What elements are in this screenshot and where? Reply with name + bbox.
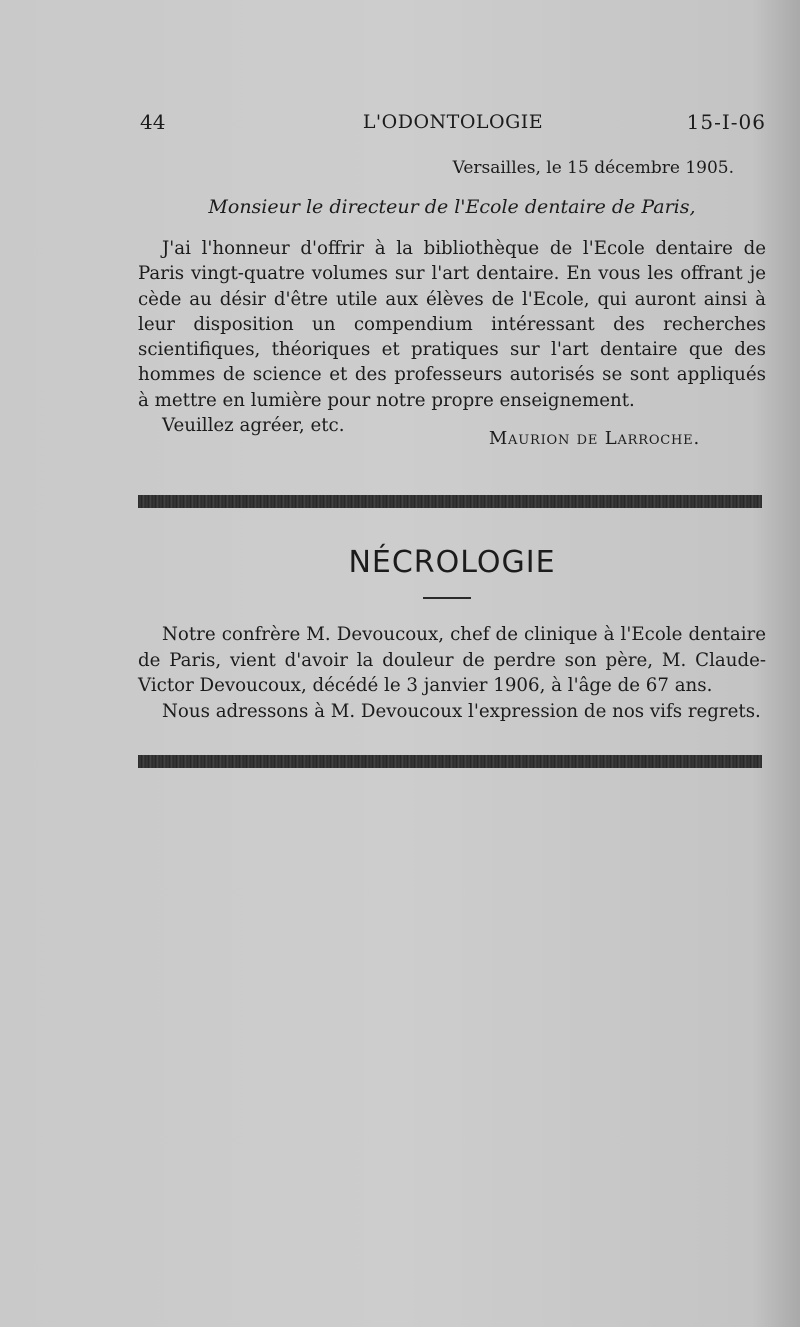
- letter-dateline: Versailles, le 15 décembre 1905.: [452, 158, 734, 178]
- page-number: 44: [140, 110, 166, 134]
- title-underline: [423, 597, 471, 599]
- issue-date: 15-I-06: [686, 110, 766, 134]
- journal-title: L'ODONTOLOGIE: [362, 111, 544, 133]
- necrologie-paragraph-2: Nous adressons à M. Devoucoux l'expression de nos vifs regrets.: [162, 700, 761, 722]
- letter-salutation: Monsieur le directeur de l'Ecole dentaire de Paris,: [208, 196, 696, 218]
- letter-signature: Maurion de Larroche.: [488, 428, 700, 449]
- letter-closing: Veuillez agréer, etc.: [162, 415, 345, 437]
- necrologie-body: [138, 622, 766, 724]
- necrologie-paragraph-1: Notre confrère M. Devoucoux, chef de clinique à l'Ecole dentaire de Paris, vient d'avoir la douleur de perdre son père, M. Claude-Victor Devoucoux, décédé le 3 janvier 1906, à l'âge de 67 ans.: [138, 624, 766, 696]
- section-divider-bottom: [138, 755, 762, 768]
- section-divider-top: [138, 495, 762, 508]
- running-header: [140, 110, 766, 136]
- letter-body: [138, 236, 766, 438]
- letter-paragraph: J'ai l'honneur d'offrir à la bibliothèque de l'Ecole dentaire de Paris vingt-quatre volumes sur l'art dentaire. En vous les offrant je cède au désir d'être utile aux élèves de l'Ecole, qui auront ainsi à leur disposition un compendium intéressant des recherches scientifiques, théoriques et pratiques sur l'art dentaire que des hommes de science et des professeurs autorisés se sont appliqués à mettre en lumière pour notre propre enseignement.: [138, 238, 766, 411]
- section-title: NÉCROLOGIE: [348, 545, 556, 580]
